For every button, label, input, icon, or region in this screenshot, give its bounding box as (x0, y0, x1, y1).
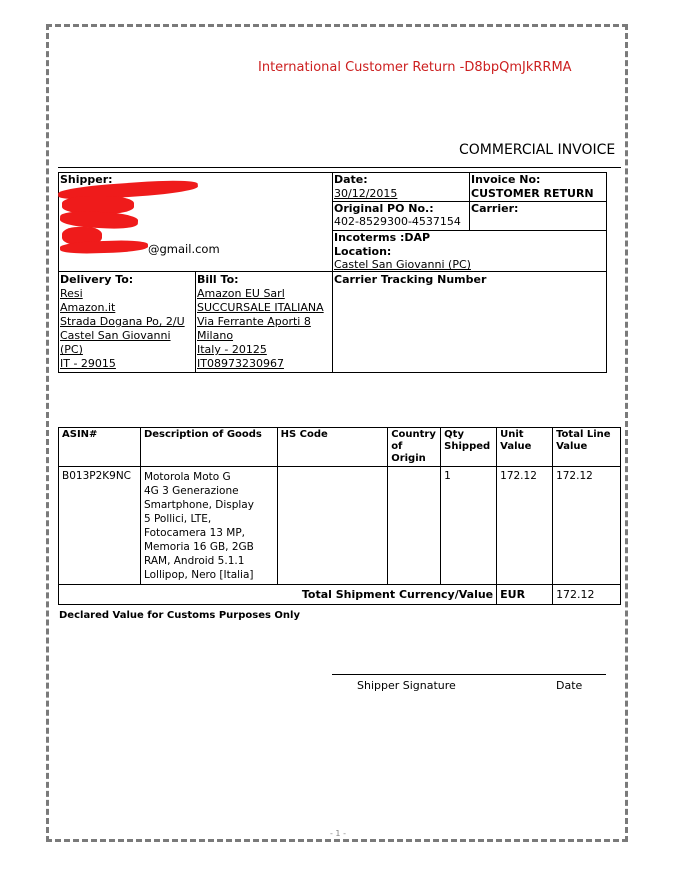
delivery-line: Amazon.it (60, 301, 116, 314)
signature-line (332, 674, 606, 675)
delivery-line: (PC) (60, 343, 83, 356)
cell-unit-value: 172.12 (497, 467, 553, 585)
bill-line: Italy - 20125 (197, 343, 267, 356)
delivery-to-label: Delivery To: (60, 273, 134, 286)
document-header-title: International Customer Return -D8bpQmJkRRMA (258, 60, 572, 75)
delivery-line: IT - 29015 (60, 357, 116, 370)
bill-line: IT08973230967 (197, 357, 284, 370)
items-table (58, 427, 621, 605)
header-total-line-value: Total Line Value (553, 428, 621, 467)
cell-description: Motorola Moto G 4G 3 Generazione Smartphone, Display 5 Pollici, LTE, Fotocamera 13 MP, Memoria 16 GB, 2GB RAM, Android 5.1.1 Lollipop, Nero [Italia] (140, 467, 277, 585)
header-asin: ASIN# (59, 428, 141, 467)
location-label: Location: (334, 245, 392, 258)
original-po-value: 402-8529300-4537154 (334, 215, 461, 228)
title-divider (58, 167, 621, 168)
carrier-tracking-box (332, 271, 607, 373)
location-value: Castel San Giovanni (PC) (334, 258, 471, 271)
original-po-label: Original PO No.: (334, 202, 434, 215)
cell-total-value: 172.12 (553, 467, 621, 585)
incoterms-label: Incoterms :DAP (334, 231, 431, 244)
carrier-label: Carrier: (471, 202, 519, 215)
total-currency: EUR (497, 585, 553, 605)
delivery-line: Strada Dogana Po, 2/U (60, 315, 185, 328)
table-header-row (59, 428, 621, 467)
bill-line: Milano (197, 329, 234, 342)
total-label: Total Shipment Currency/Value (59, 585, 497, 605)
carrier-tracking-label: Carrier Tracking Number (334, 273, 487, 286)
shipper-email: @gmail.com (148, 242, 220, 256)
cell-asin: B013P2K9NC (59, 467, 141, 585)
cell-country (388, 467, 441, 585)
total-row (59, 585, 621, 605)
bill-line: Amazon EU Sarl (197, 287, 285, 300)
header-hs-code: HS Code (277, 428, 388, 467)
header-qty: Qty Shipped (441, 428, 497, 467)
shipper-signature-label: Shipper Signature (357, 679, 456, 692)
declared-value-note: Declared Value for Customs Purposes Only (59, 610, 300, 621)
signature-date-label: Date (556, 679, 583, 692)
header-description: Description of Goods (140, 428, 277, 467)
date-label: Date: (334, 173, 368, 186)
invoice-value: CUSTOMER RETURN (471, 187, 594, 200)
invoice-label: Invoice No: (471, 173, 541, 186)
cell-qty: 1 (441, 467, 497, 585)
delivery-line: Castel San Giovanni (60, 329, 171, 342)
shipper-label: Shipper: (60, 173, 113, 186)
bill-line: Via Ferrante Aporti 8 (197, 315, 311, 328)
bill-to-label: Bill To: (197, 273, 239, 286)
table-row (59, 467, 621, 585)
delivery-line: Resi (60, 287, 83, 300)
date-value: 30/12/2015 (334, 187, 398, 200)
header-unit-value: Unit Value (497, 428, 553, 467)
total-value: 172.12 (553, 585, 621, 605)
header-country: Country of Origin (388, 428, 441, 467)
page-number: - 1 - (330, 829, 346, 838)
cell-hs-code (277, 467, 388, 585)
bill-line: SUCCURSALE ITALIANA (197, 301, 324, 314)
commercial-invoice-title: COMMERCIAL INVOICE (459, 142, 616, 158)
